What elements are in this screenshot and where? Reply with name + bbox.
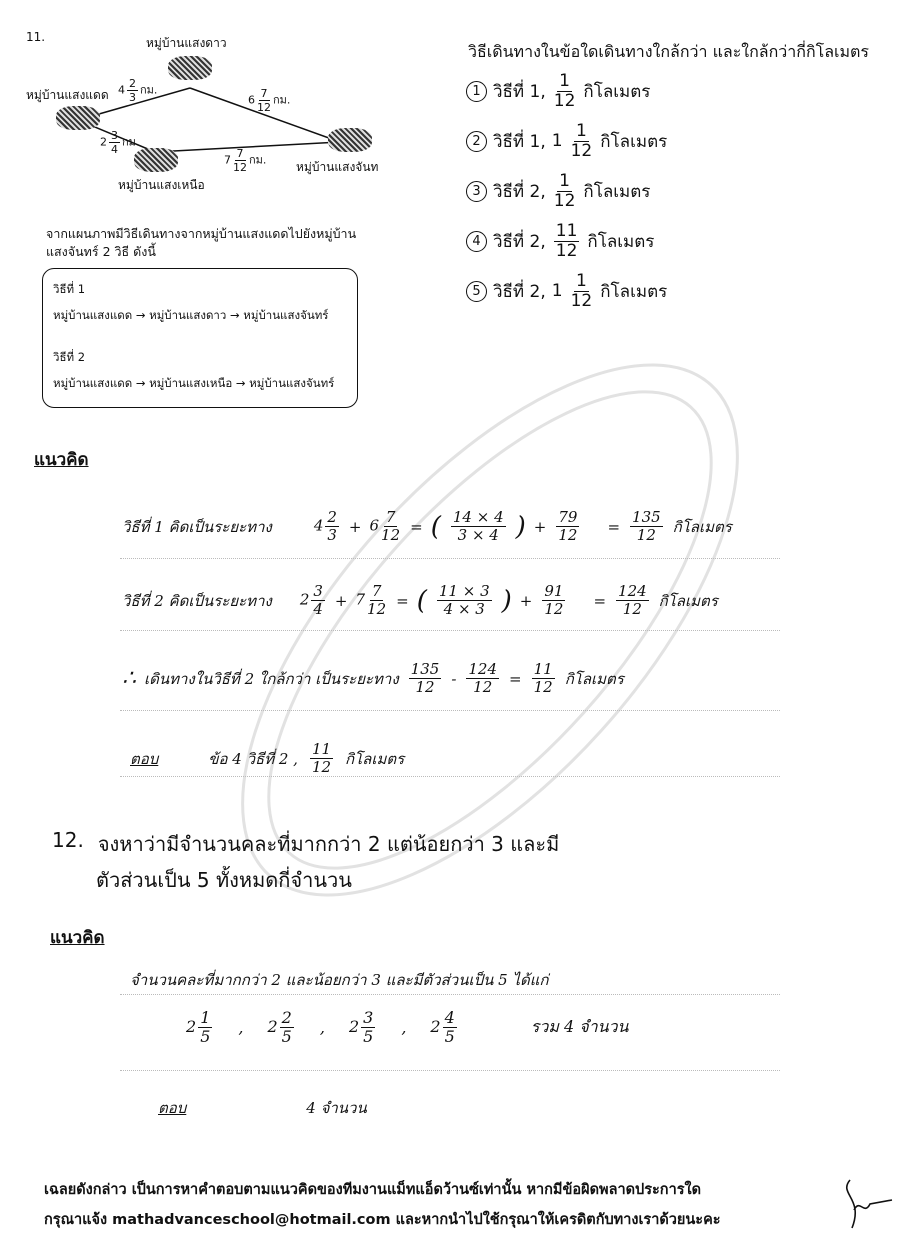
- signature-icon: [836, 1176, 894, 1232]
- choice-4[interactable]: 4 วิธีที่ 2, $\frac{11}{12}$ กิโลเมตร: [466, 216, 667, 266]
- solution-heading-11: แนวคิด: [34, 450, 89, 470]
- choice-marker: 4: [466, 231, 487, 252]
- village-moon-label: หมู่บ้านแสงจันท: [296, 160, 379, 174]
- village-star-icon: [168, 56, 212, 80]
- q12-solution-line: จำนวนคละที่มากกว่า 2 และน้อยกว่า 3 และมีตัวส่วนเป็น 5 ได้แก่: [130, 971, 549, 989]
- q12-fractions: 2 $\frac{1}{5}$ , 2 $\frac{2}{5}$ , 2 $\frac{3}{5}$ , 2 $\frac{4}{5}$ รวม 4 จำนวน: [186, 1008, 629, 1046]
- question-12-line2: ตัวส่วนเป็น 5 ทั้งหมดกี่จำนวน: [96, 868, 352, 892]
- choice-list: [466, 66, 667, 316]
- route1-path: หมู่บ้านแสงแดด → หมู่บ้านแสงดาว → หมู่บ้านแสงจันทร์: [53, 308, 329, 322]
- village-north-icon: [134, 148, 178, 172]
- answer-12: ตอบ 4 จำนวน: [158, 1096, 367, 1120]
- choice-marker: 3: [466, 181, 487, 202]
- choice-marker: 5: [466, 281, 487, 302]
- answer-label: ตอบ: [158, 1099, 187, 1117]
- distance-north-moon: 7 $\frac{7}{12}$ กม.: [224, 147, 267, 174]
- footer-disclaimer: เฉลยดังกล่าว เป็นการหาคำตอบตามแนวคิดของทีมงานแม็ทแอ็ดว้านซ์เท่านั้น หากมีข้อผิดพลาดประการใด: [44, 1182, 702, 1198]
- answer-11: ตอบ ข้อ 4 วิธีที่ 2 , $\frac{11}{12}$ กิโลเมตร: [130, 740, 405, 776]
- question-number: 11.: [26, 30, 46, 44]
- village-north-label: หมู่บ้านแสงเหนือ: [118, 178, 205, 192]
- intro-text: จากแผนภาพมีวิธีเดินทางจากหมู่บ้านแสงแดดไปยังหมู่บ้าน: [46, 226, 357, 241]
- distance-sun-star: 4 $\frac{2}{3}$ กม.: [118, 77, 158, 104]
- answer-label: ตอบ: [130, 749, 159, 768]
- footer-contact: กรุณาแจ้ง mathadvanceschool@hotmail.com และหากนำไปใช้กรุณาให้เครดิตกับทางเราด้วยนะคะ: [44, 1212, 721, 1228]
- route2-path: หมู่บ้านแสงแดด → หมู่บ้านแสงเหนือ → หมู่บ้านแสงจันทร์: [53, 376, 335, 390]
- choice-3[interactable]: 3 วิธีที่ 2, $\frac{1}{12}$ กิโลเมตร: [466, 166, 667, 216]
- distance-star-moon: 6 $\frac{7}{12}$ กม.: [248, 87, 291, 114]
- route1-title: วิธีที่ 1: [53, 282, 86, 296]
- routes-box: [42, 268, 358, 408]
- choice-marker: 1: [466, 81, 487, 102]
- choice-2[interactable]: 2 วิธีที่ 1, 1 $\frac{1}{12}$ กิโลเมตร: [466, 116, 667, 166]
- solution-conclusion: ∴ เดินทางในวิธีที่ 2 ใกล้กว่า เป็นระยะทาง $\frac{135}{12}$ - $\frac{124}{12}$ = $\frac{11}{12}$ กิโลเมตร: [122, 660, 624, 696]
- village-moon-icon: [328, 128, 372, 152]
- solution-heading-12: แนวคิด: [50, 928, 105, 948]
- intro-text-2: แสงจันทร์ 2 วิธี ดังนี้: [46, 244, 156, 259]
- question-12: 12. จงหาว่ามีจำนวนคละที่มากกว่า 2 แต่น้อยกว่า 3 และมี: [52, 828, 560, 856]
- village-star-label: หมู่บ้านแสงดาว: [146, 36, 227, 50]
- solution-method-1: วิธีที่ 1 คิดเป็นระยะทาง 4 $\frac{2}{3}$ + 6 $\frac{7}{12}$ = ( $\frac{14 \times 4}{3 \times 4}$ ) + $\frac{79}{12}$ = $\frac{135}{12}$ กิโลเมตร: [122, 508, 732, 544]
- question-text: วิธีเดินทางในข้อใดเดินทางใกล้กว่า และใกล้กว่ากี่กิโลเมตร: [468, 42, 870, 61]
- village-sun-label: หมู่บ้านแสงแดด: [26, 88, 109, 102]
- route2-title: วิธีที่ 2: [53, 350, 86, 364]
- choice-1[interactable]: 1 วิธีที่ 1, $\frac{1}{12}$ กิโลเมตร: [466, 66, 667, 116]
- distance-sun-north: 2 $\frac{3}{4}$ กม.: [100, 129, 140, 156]
- village-sun-icon: [56, 106, 100, 130]
- solution-method-2: วิธีที่ 2 คิดเป็นระยะทาง 2 $\frac{3}{4}$ + 7 $\frac{7}{12}$ = ( $\frac{11 \times 3}{4 \times 3}$ ) + $\frac{91}{12}$ = $\frac{124}{12}$ กิโลเมตร: [122, 582, 718, 618]
- choice-marker: 2: [466, 131, 487, 152]
- choice-5[interactable]: 5 วิธีที่ 2, 1 $\frac{1}{12}$ กิโลเมตร: [466, 266, 667, 316]
